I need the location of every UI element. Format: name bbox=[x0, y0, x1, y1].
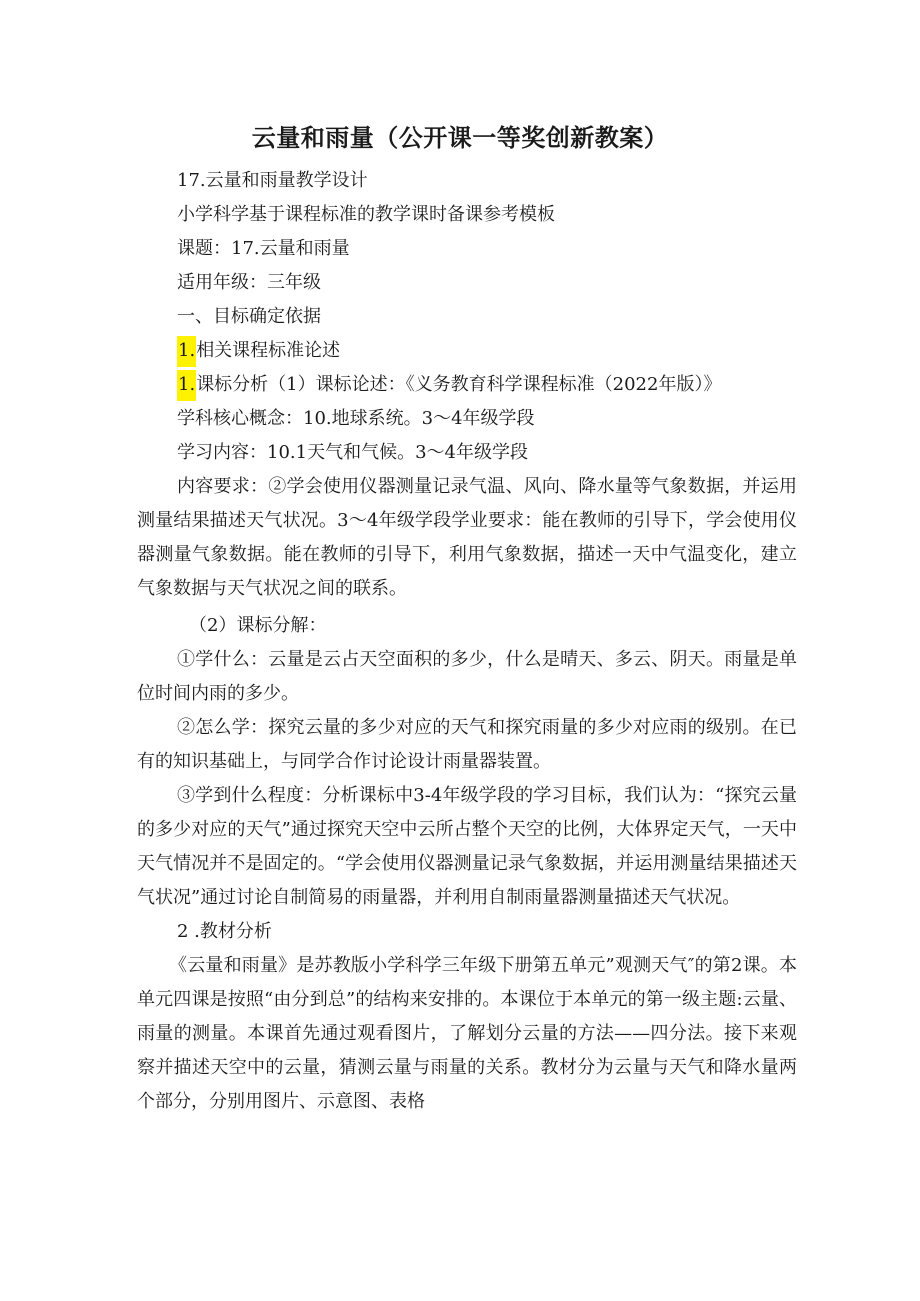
line-standards-analysis-text: 课标分析（1）课标论述：《义务教育科学课程标准（2022年版）》 bbox=[196, 374, 722, 395]
document-title: 云量和雨量（公开课一等奖创新教案） bbox=[251, 124, 669, 152]
paragraph-content-requirements: 内容要求：②学会使用仪器测量记录气温、风向、降水量等气象数据，并运用测量结果描述天气状况。3～4年级学段学业要求：能在教师的引导下，学会使用仪器测量气象数据。能在教师的引导下，利用气象数据，描述一天中气温变化，建立气象数据与天气状况之间的联系。 bbox=[137, 476, 797, 599]
highlight-marker: 1. bbox=[177, 370, 196, 401]
highlight-marker: 1. bbox=[177, 336, 196, 367]
line-lesson-design: 17.云量和雨量教学设计 bbox=[177, 170, 368, 191]
line-core-concept: 学科核心概念：10.地球系统。3～4年级学段 bbox=[177, 408, 535, 429]
line-standards-text: 相关课程标准论述 bbox=[196, 340, 341, 361]
line-standards bbox=[137, 334, 797, 368]
line-topic: 课题：17.云量和雨量 bbox=[177, 238, 350, 259]
paragraph-textbook-analysis: 《云量和雨量》是苏教版小学科学三年级下册第五单元”观测天气″的第2课。本单元四课是按照“由分到总”的结构来安排的。本课位于本单元的第一级主题:云量、雨量的测量。本课首先通过观看图片，了解划分云量的方法——四分法。接下来观察并描述天空中的云量，猜测云量与雨量的关系。教材分为云量与天气和降水量两个部分，分别用图片、示意图、表格 bbox=[137, 955, 797, 1112]
line-standards-breakdown: （2）课标分解： bbox=[189, 615, 327, 636]
line-grade: 适用年级：三年级 bbox=[177, 272, 321, 293]
paragraph-learning-level: ③学到什么程度：分析课标中3-4年级学段的学习目标，我们认为：“探究云量的多少对应的天气”通过探究天空中云所占整个天空的比例，大体界定天气，一天中天气情况并不是固定的。“学会使用仪器测量记录气象数据，并运用测量结果描述天气状况”通过讨论自制简易的雨量器，并利用自制雨量器测量描述天气状况。 bbox=[137, 785, 797, 908]
line-learning-content: 学习内容：10.1天气和气候。3～4年级学段 bbox=[177, 442, 528, 463]
document-body bbox=[137, 164, 797, 1119]
paragraph-how-to-learn: ②怎么学：探究云量的多少对应的天气和探究雨量的多少对应雨的级别。在已有的知识基础上，与同学合作讨论设计雨量器装置。 bbox=[137, 717, 797, 772]
line-textbook-analysis: 2 .教材分析 bbox=[177, 921, 272, 942]
line-standards-analysis bbox=[137, 368, 797, 402]
line-section-heading: 一、目标确定依据 bbox=[177, 306, 321, 327]
line-template: 小学科学基于课程标准的教学课时备课参考模板 bbox=[177, 204, 555, 225]
paragraph-what-to-learn: ①学什么：云量是云占天空面积的多少，什么是晴天、多云、阴天。雨量是单位时间内雨的多少。 bbox=[137, 649, 797, 704]
